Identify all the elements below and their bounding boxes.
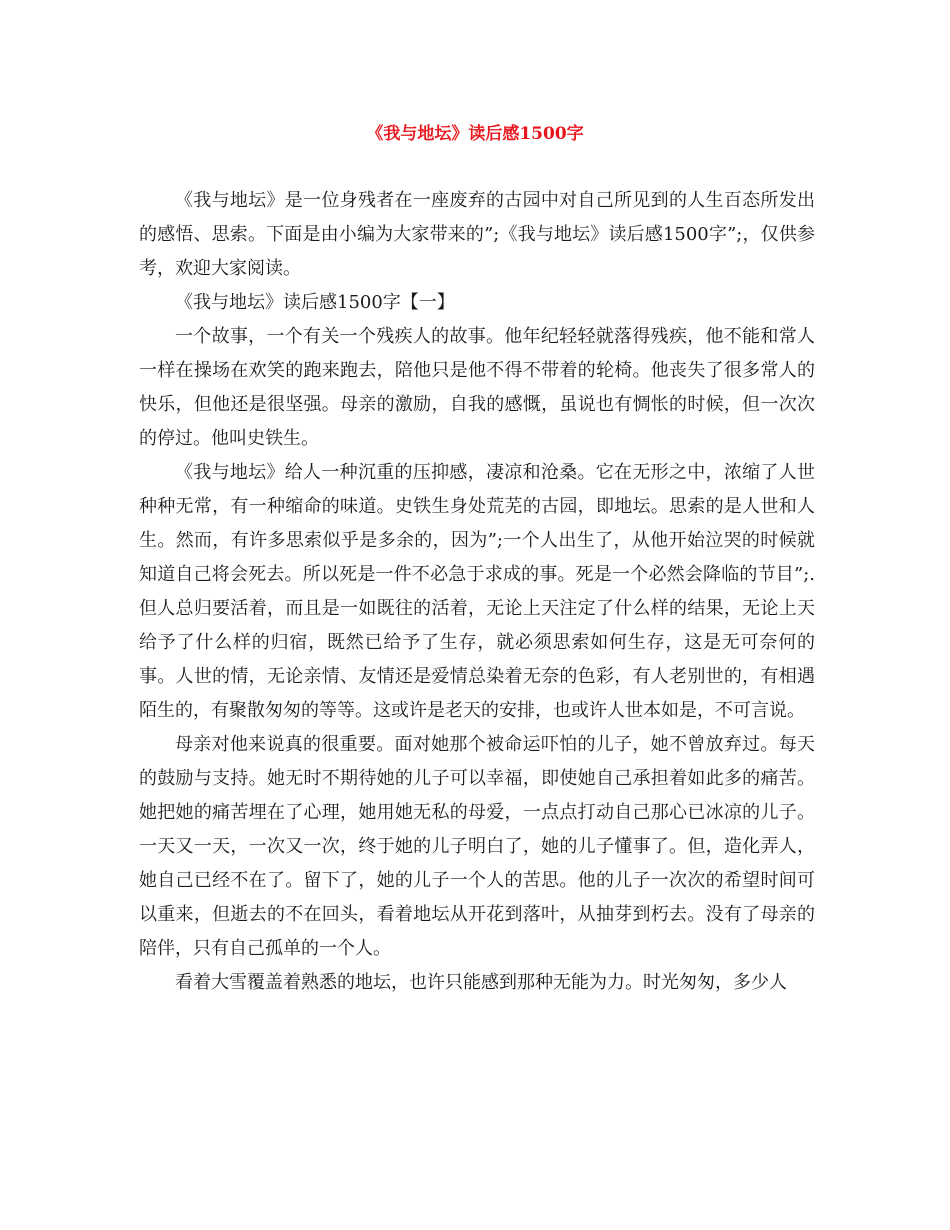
body-paragraph: 母亲对他来说真的很重要。面对她那个被命运吓怕的儿子，她不曾放弃过。每天的鼓励与支持。她无时不期待她的儿子可以幸福，即使她自己承担着如此多的痛苦。她把她的痛苦埋在了心理，她用她无私的母爱，一点点打动自己那心已冰凉的儿子。一天又一天，一次又一次，终于她的儿子明白了，她的儿子懂事了。但，造化弄人，她自己已经不在了。留下了，她的儿子一个人的苦思。他的儿子一次次的希望时间可以重来，但逝去的不在回头，看着地坛从开花到落叶，从抽芽到朽去。没有了母亲的陪伴，只有自己孤单的一个人。: [139, 734, 815, 959]
intro-paragraph: 《我与地坛》是一位身残者在一座废弃的古园中对自己所见到的人生百态所发出的感悟、思索。下面是由小编为大家带来的”;《我与地坛》读后感1500字”;，仅供参考，欢迎大家阅读。: [139, 190, 815, 279]
body-paragraph: 《我与地坛》给人一种沉重的压抑感，凄凉和沧桑。它在无形之中，浓缩了人世种种无常，有一种缩命的味道。史铁生身处荒芜的古园，即地坛。思索的是人世和人生。然而，有许多思索似乎是多余的，因为”;一个人出生了，从他开始泣哭的时候就知道自己将会死去。所以死是一件不必急于求成的事。死是一个必然会降临的节目”;.但人总归要活着，而且是一如既往的活着，无论上天注定了什么样的结果，无论上天给予了什么样的归宿，既然已给予了生存，就必须思索如何生存，这是无可奈何的事。人世的情，无论亲情、友情还是爱情总染着无奈的色彩，有人老别世的，有相遇陌生的，有聚散匆匆的等等。这或许是老天的安排，也或许人世本如是，不可言说。: [139, 462, 815, 721]
body-paragraph: 看着大雪覆盖着熟悉的地坛，也许只能感到那种无能为力。时光匆匆，多少人: [175, 972, 787, 993]
document-body: [139, 184, 815, 1000]
body-paragraph: 一个故事，一个有关一个残疾人的故事。他年纪轻轻就落得残疾，他不能和常人一样在操场在欢笑的跑来跑去，陪他只是他不得不带着的轮椅。他丧失了很多常人的快乐，但他还是很坚强。母亲的激励，自我的感慨，虽说也有惆怅的时候，但一次次的停过。他叫史铁生。: [139, 326, 815, 449]
document-title: 《我与地坛》读后感1500字: [366, 124, 584, 144]
section-heading: 《我与地坛》读后感1500字【一】: [175, 292, 455, 313]
